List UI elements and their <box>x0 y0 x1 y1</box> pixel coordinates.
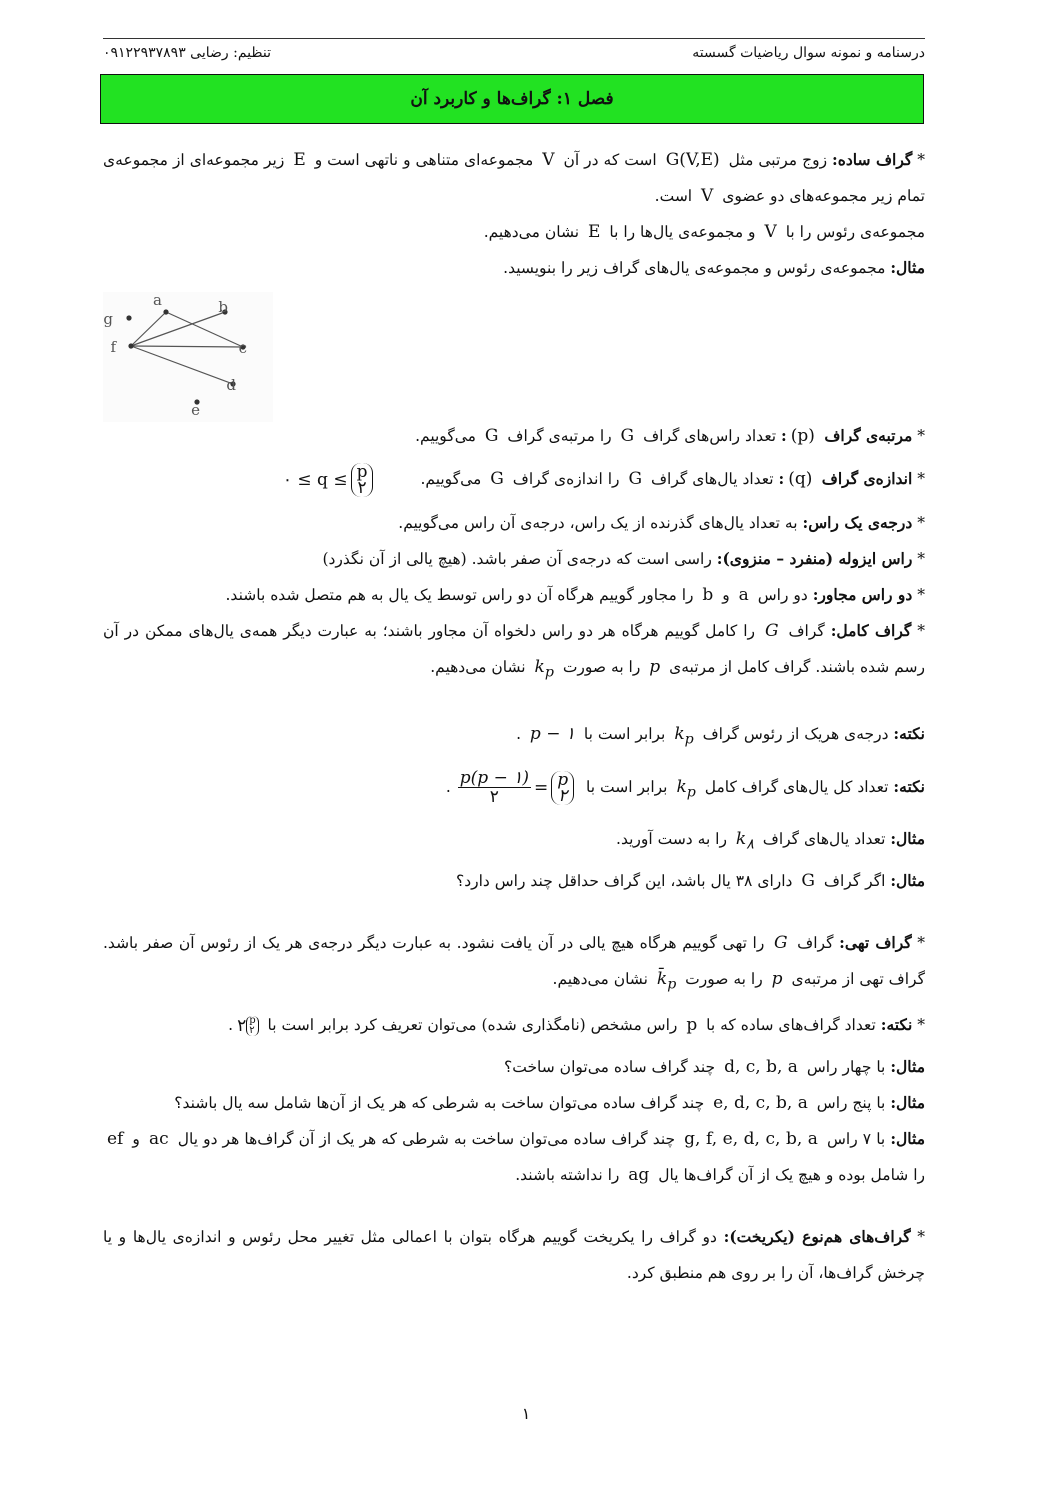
label-d: d <box>226 376 236 394</box>
math-k8 <box>732 829 758 853</box>
label-a: a <box>153 292 162 309</box>
label-b: b <box>218 298 228 316</box>
math-sub: p <box>667 975 677 992</box>
edge-fa <box>131 312 166 346</box>
text: مجموعه‌ی رئوس را با <box>780 223 925 241</box>
text: نشان می‌دهیم. <box>483 223 585 241</box>
power-formula <box>233 1003 263 1049</box>
bullet: * <box>912 586 925 604</box>
header-author: تنظیم: رضایی ۰۹۱۲۲۹۳۷۸۹۳ <box>103 45 271 61</box>
power-base: ۲ <box>237 1015 247 1036</box>
math: G <box>764 621 779 641</box>
term-label: گراف ساده: <box>832 150 913 169</box>
text: دو گراف را یکریخت گوییم هرگاه بتوان با اعمالی مثل تغییر محل رئوس و اندازه‌ی یال‌ها و یا چرخش گراف‌ها، آن را بر روی هم منطبق کرد. <box>103 1227 925 1282</box>
math: (p) <box>790 426 815 446</box>
text: به تعداد یال‌های گذرنده از یک راس، درجه‌ی آن راس می‌گوییم. <box>398 514 803 532</box>
text: را مرتبه‌ی گراف <box>502 427 617 445</box>
math-base: k̄ <box>656 968 668 989</box>
text: را اندازه‌ی گراف <box>507 470 625 488</box>
period: . <box>228 1015 234 1034</box>
bullet: * <box>912 151 925 169</box>
math-sub: p <box>686 784 696 801</box>
term-label: اندازه‌ی گراف <box>816 469 913 488</box>
example-label: مثال: <box>890 1056 925 1076</box>
binom-top: p <box>356 462 368 482</box>
period: . <box>445 777 451 796</box>
note-3 <box>103 1002 925 1049</box>
term-label: مرتبه‌ی گراف <box>818 426 913 445</box>
label-g: g <box>103 310 113 328</box>
math: G <box>628 469 643 489</box>
text: است. <box>654 187 698 205</box>
math: E <box>293 150 306 170</box>
note-1 <box>103 716 925 757</box>
math-base: k <box>676 776 687 797</box>
bullet: * <box>912 427 925 445</box>
text: چند گراف ساده می‌توان ساخت به شرطی که هر یک از آن‌ها شامل سه یال باشند؟ <box>174 1093 710 1112</box>
edge-count-formula <box>451 759 581 817</box>
bullet: * <box>912 514 925 532</box>
colon: : <box>778 469 785 488</box>
chapter-title: فصل ۱: گراف‌ها و کاربرد آن <box>410 89 614 109</box>
colon: : <box>781 426 787 445</box>
page-number: ۱ <box>521 1404 531 1423</box>
text: چند گراف ساده می‌توان ساخت به شرطی که هر یک از آن گراف‌ها هر دو یال <box>172 1129 681 1148</box>
graph-figure <box>103 286 925 418</box>
math-kp <box>672 776 699 801</box>
text: را مجاور گوییم هرگاه آن دو راس توسط یک یال به هم متصل شده باشند. <box>225 586 699 604</box>
size-inequality <box>279 455 381 505</box>
term-label: درجه‌ی یک راس: <box>802 513 913 532</box>
isomorphic-graphs-def <box>103 1219 925 1291</box>
math: (q) <box>788 469 813 489</box>
text: چند گراف ساده می‌توان ساخت؟ <box>504 1057 721 1076</box>
example-label: مثال: <box>890 1092 925 1112</box>
text: دارای ۳۸ یال باشد، این گراف حداقل چند راس دارد؟ <box>456 871 798 890</box>
math: G(V,E) <box>665 150 720 170</box>
example-1 <box>103 250 925 286</box>
math-base: k <box>735 829 747 850</box>
complete-graph-def <box>103 613 925 690</box>
label-c: c <box>238 339 247 357</box>
math: V <box>542 150 555 170</box>
vertex-f <box>128 343 133 348</box>
text: با پنج راس <box>811 1093 891 1112</box>
label-e: e <box>191 401 200 419</box>
math: g, f, e, d, c, b, a <box>684 1128 818 1149</box>
math: d, c, b, a <box>724 1056 798 1077</box>
text: تعداد یال‌های گراف <box>757 830 891 849</box>
text: راس مشخص (نامگذاری شده) می‌توان تعریف کرد برابر است با <box>262 1015 683 1034</box>
ineq-left: ۰ ≤ q ≤ <box>282 470 348 490</box>
math: V <box>701 186 714 206</box>
example-label: مثال: <box>890 258 925 277</box>
math: p <box>649 657 661 677</box>
exp-top: p <box>249 1014 256 1026</box>
text: مجموعه‌ای متناهی و ناتهی است و <box>309 151 539 169</box>
term-label: گراف تهی: <box>839 932 912 952</box>
isolated-vertex-def <box>103 541 925 577</box>
text: و <box>127 1129 145 1148</box>
text: مجموعه‌ی رئوس و مجموعه‌ی یال‌های گراف زیر را بنویسید. <box>503 259 891 277</box>
math-sub: ۸ <box>746 836 754 853</box>
vertex-a <box>163 309 168 314</box>
math: p <box>686 1014 698 1035</box>
example-6 <box>103 1121 925 1193</box>
text: گراف <box>782 622 831 640</box>
text: اگر گراف <box>818 871 891 890</box>
math: G <box>773 932 788 953</box>
label-f: f <box>110 338 116 356</box>
text: نشان می‌دهیم. <box>430 658 531 676</box>
text: دو راس <box>752 586 813 604</box>
example-3 <box>103 863 925 899</box>
term-label: راس ایزوله (منفرد – منزوی): <box>716 549 913 568</box>
text: را به دست آورید. <box>616 830 732 849</box>
math: G <box>801 870 815 891</box>
text: گراف <box>791 933 840 952</box>
adjacent-vertices-def <box>103 577 925 613</box>
spacer <box>103 690 925 716</box>
spacer <box>103 1193 925 1219</box>
example-label: مثال: <box>890 829 925 849</box>
chapter-title-banner <box>100 74 924 124</box>
example-label: مثال: <box>890 870 925 890</box>
text: می‌گوییم. <box>420 470 487 488</box>
example-label: مثال: <box>890 1128 925 1148</box>
math-kbar-p <box>653 968 680 992</box>
text: تعداد راس‌های گراف <box>638 427 782 445</box>
text: درجه‌ی هریک از رئوس گراف <box>697 725 894 744</box>
binom-top: p <box>557 769 569 790</box>
vertex-degree-def <box>103 505 925 541</box>
math-kp <box>531 657 558 681</box>
text: و <box>717 586 735 604</box>
math: V <box>764 222 777 242</box>
text: را کامل گوییم هرگاه هر دو راس دلخواه آن مجاور باشند؛ به عبارت دیگر همه‌ی یال‌های ممکن در آن رسم شده باشند. گراف کامل از مرتبه‌ی <box>103 622 925 676</box>
example-2 <box>103 821 925 862</box>
math: G <box>490 469 504 489</box>
vertex-g <box>126 315 131 320</box>
text: برابر است با <box>581 777 673 796</box>
binom-bottom: ۲ <box>558 785 568 806</box>
example-4 <box>103 1049 925 1085</box>
math-base: k <box>674 724 685 745</box>
exp-bottom: ۲ <box>249 1024 255 1036</box>
text: را تهی گوییم هرگاه هیچ یالی در آن یافت نشود. به عبارت دیگر درجه‌ی هر یک از رئوس آن صفر باشد. گراف تهی از مرتبه‌ی <box>103 933 925 988</box>
fraction <box>458 769 531 806</box>
text: را شامل بوده و هیچ یک از آن گراف‌ها یال <box>653 1165 925 1184</box>
math: ac <box>149 1128 169 1149</box>
math: G <box>620 426 635 446</box>
text: تعداد گراف‌های ساده که با <box>701 1015 881 1034</box>
note-label: نکته: <box>880 1014 913 1034</box>
spacer <box>103 899 925 925</box>
text: . <box>516 725 526 744</box>
bullet: * <box>910 1227 925 1246</box>
bullet: * <box>911 933 925 952</box>
text: راسی است که درجه‌ی آن صفر باشد. (هیچ یالی از آن نگذرد) <box>322 550 717 568</box>
edge-fc <box>131 346 243 347</box>
bullet: * <box>912 470 925 488</box>
graph-size-def <box>103 454 925 505</box>
text: را به صورت <box>680 969 768 988</box>
text: زوج مرتبی مثل <box>723 151 833 169</box>
math-sub: p <box>684 731 694 748</box>
bullet: * <box>912 550 925 568</box>
graph-order-def <box>103 418 925 454</box>
math: e, d, c, b, a <box>713 1092 808 1113</box>
math: p <box>771 968 783 989</box>
text: با ۷ راس <box>821 1129 891 1148</box>
content-body <box>103 142 925 1291</box>
math: p − ۱ <box>529 724 575 745</box>
binomial <box>351 463 374 497</box>
text: با چهار راس <box>801 1057 891 1076</box>
math: G <box>484 426 499 446</box>
equals: = <box>533 777 549 798</box>
binom-bottom: ۲ <box>357 478 367 498</box>
note-label: نکته: <box>893 776 925 796</box>
math-base: k <box>534 657 545 677</box>
simple-graph-def <box>103 142 925 214</box>
text: و مجموعه‌ی یال‌ها را با <box>604 223 761 241</box>
edge-fd <box>131 346 233 384</box>
text: زیر مجموعه‌ای از مجموعه‌ی تمام زیر مجموعه‌های دو عضوی <box>103 151 925 205</box>
frac-den: ۲ <box>489 787 499 808</box>
bullet: * <box>911 622 925 640</box>
vertex-edge-notation <box>103 214 925 250</box>
math-kp <box>670 724 697 748</box>
text: را نداشته باشند. <box>515 1165 625 1184</box>
text: می‌گوییم. <box>415 427 481 445</box>
frac-num: p(p − ۱) <box>459 768 529 789</box>
math: b <box>702 585 714 605</box>
math: E <box>588 222 601 242</box>
header-course: درسنامه و نمونه سوال ریاضیات گسسته <box>692 45 925 61</box>
example-5 <box>103 1085 925 1121</box>
note-label: نکته: <box>893 724 925 744</box>
math-sub: p <box>544 664 554 681</box>
graph-svg <box>103 292 273 422</box>
binomial <box>551 771 574 805</box>
power-exponent <box>246 1016 258 1036</box>
empty-graph-def <box>103 925 925 1002</box>
text: است که در آن <box>558 151 662 169</box>
text: تعداد کل یال‌های گراف کامل <box>699 777 894 796</box>
term-label: گراف کامل: <box>830 621 912 640</box>
note-2 <box>103 758 925 821</box>
bullet: * <box>912 1015 925 1034</box>
math: a <box>738 585 749 605</box>
term-label: گراف‌های هم‌نوع (یکریخت): <box>723 1226 911 1246</box>
text: برابر است با <box>579 725 671 744</box>
math: ef <box>107 1128 124 1149</box>
text: نشان می‌دهیم. <box>552 969 653 988</box>
page-header <box>103 38 925 67</box>
term-label: دو راس مجاور: <box>812 585 913 604</box>
text: را به صورت <box>557 658 646 676</box>
text: تعداد یال‌های گراف <box>646 470 779 488</box>
math: ag <box>628 1164 650 1185</box>
